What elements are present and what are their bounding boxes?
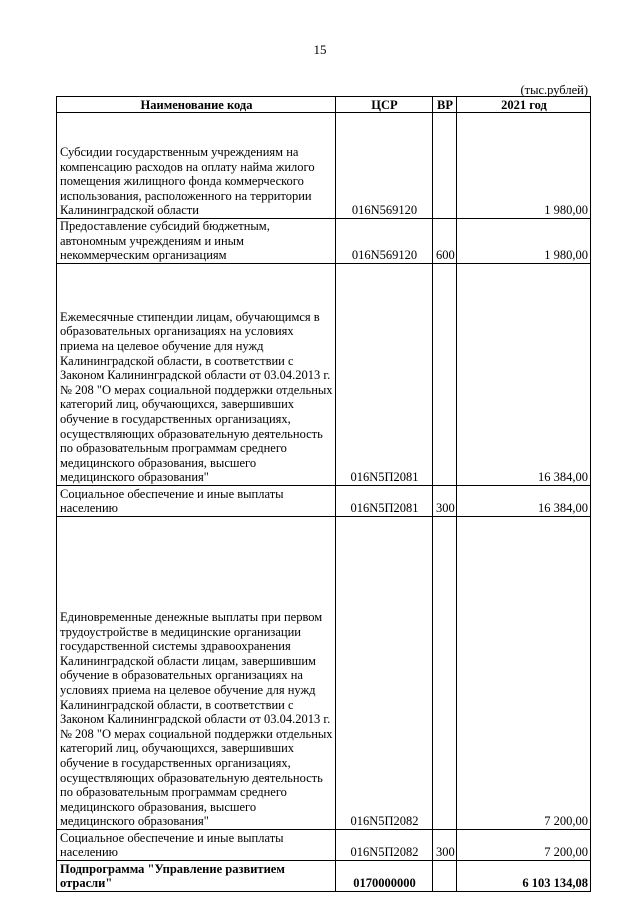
- cell-csr: 016N5П2081: [336, 264, 433, 486]
- budget-table: [56, 96, 591, 892]
- cell-amount: 16 384,00: [457, 264, 591, 486]
- header-year: 2021 год: [457, 97, 591, 113]
- cell-name: Ежемесячные стипендии лицам, обучающимся в образовательных организациях на условиях приема на целевое обучение для нужд Калининградской области, в соответствии с Законом Калининградской области от 03.04.2013 г. № 208 "О мерах социальной поддержки отдельных категорий лиц, обучающихся, завершивших обучение в государственных организациях, осуществляющих образовательную деятельность по образовательным программам среднего медицинского образования, высшего медицинского образования": [57, 264, 336, 486]
- header-vr: ВР: [433, 97, 457, 113]
- table-row: [57, 264, 591, 486]
- cell-name: Социальное обеспечение и иные выплаты населению: [57, 486, 336, 517]
- cell-csr: 016N5П2082: [336, 830, 433, 861]
- cell-vr: [433, 861, 457, 892]
- cell-csr: 016N569120: [336, 113, 433, 219]
- cell-csr: 016N569120: [336, 219, 433, 264]
- table-row: [57, 486, 591, 517]
- cell-vr: [433, 113, 457, 219]
- cell-name: Субсидии государственным учреждениям на компенсацию расходов на оплату найма жилого помещения жилищного фонда коммерческого использования, расположенного на территории Калининградской области: [57, 113, 336, 219]
- table-row: [57, 830, 591, 861]
- cell-vr: 600: [433, 219, 457, 264]
- header-csr: ЦСР: [336, 97, 433, 113]
- table-row: [57, 861, 591, 892]
- unit-note: (тыс.рублей): [520, 83, 588, 97]
- cell-name: Единовременные денежные выплаты при первом трудоустройстве в медицинские организации государственной системы здравоохранения Калининградской области лицам, завершившим обучение в образовательных организациях на условиях приема на целевое обучение для нужд Калининградской области, в соответствии с Законом Калининградской области от 03.04.2013 г. № 208 "О мерах социальной поддержки отдельных категорий лиц, обучающихся, завершивших обучение в государственных организациях, осуществляющих образовательную деятельность по образовательным программам среднего медицинского образования, высшего медицинского образования": [57, 517, 336, 830]
- cell-csr: 016N5П2082: [336, 517, 433, 830]
- page-number: 15: [313, 42, 327, 57]
- cell-name: Социальное обеспечение и иные выплаты населению: [57, 830, 336, 861]
- cell-vr: 300: [433, 486, 457, 517]
- table-row: [57, 517, 591, 830]
- cell-vr: 300: [433, 830, 457, 861]
- cell-name: Предоставление субсидий бюджетным, автономным учреждениям и иным некоммерческим организациям: [57, 219, 336, 264]
- cell-name: Подпрограмма "Управление развитием отрасли": [57, 861, 336, 892]
- header-name: Наименование кода: [57, 97, 336, 113]
- cell-csr: 0170000000: [336, 861, 433, 892]
- cell-amount: 16 384,00: [457, 486, 591, 517]
- cell-vr: [433, 517, 457, 830]
- cell-amount: 7 200,00: [457, 517, 591, 830]
- cell-vr: [433, 264, 457, 486]
- cell-amount: 7 200,00: [457, 830, 591, 861]
- cell-amount: 1 980,00: [457, 219, 591, 264]
- cell-amount: 1 980,00: [457, 113, 591, 219]
- table-row: [57, 113, 591, 219]
- table-header-row: [57, 97, 591, 113]
- cell-amount: 6 103 134,08: [457, 861, 591, 892]
- cell-csr: 016N5П2081: [336, 486, 433, 517]
- table-row: [57, 219, 591, 264]
